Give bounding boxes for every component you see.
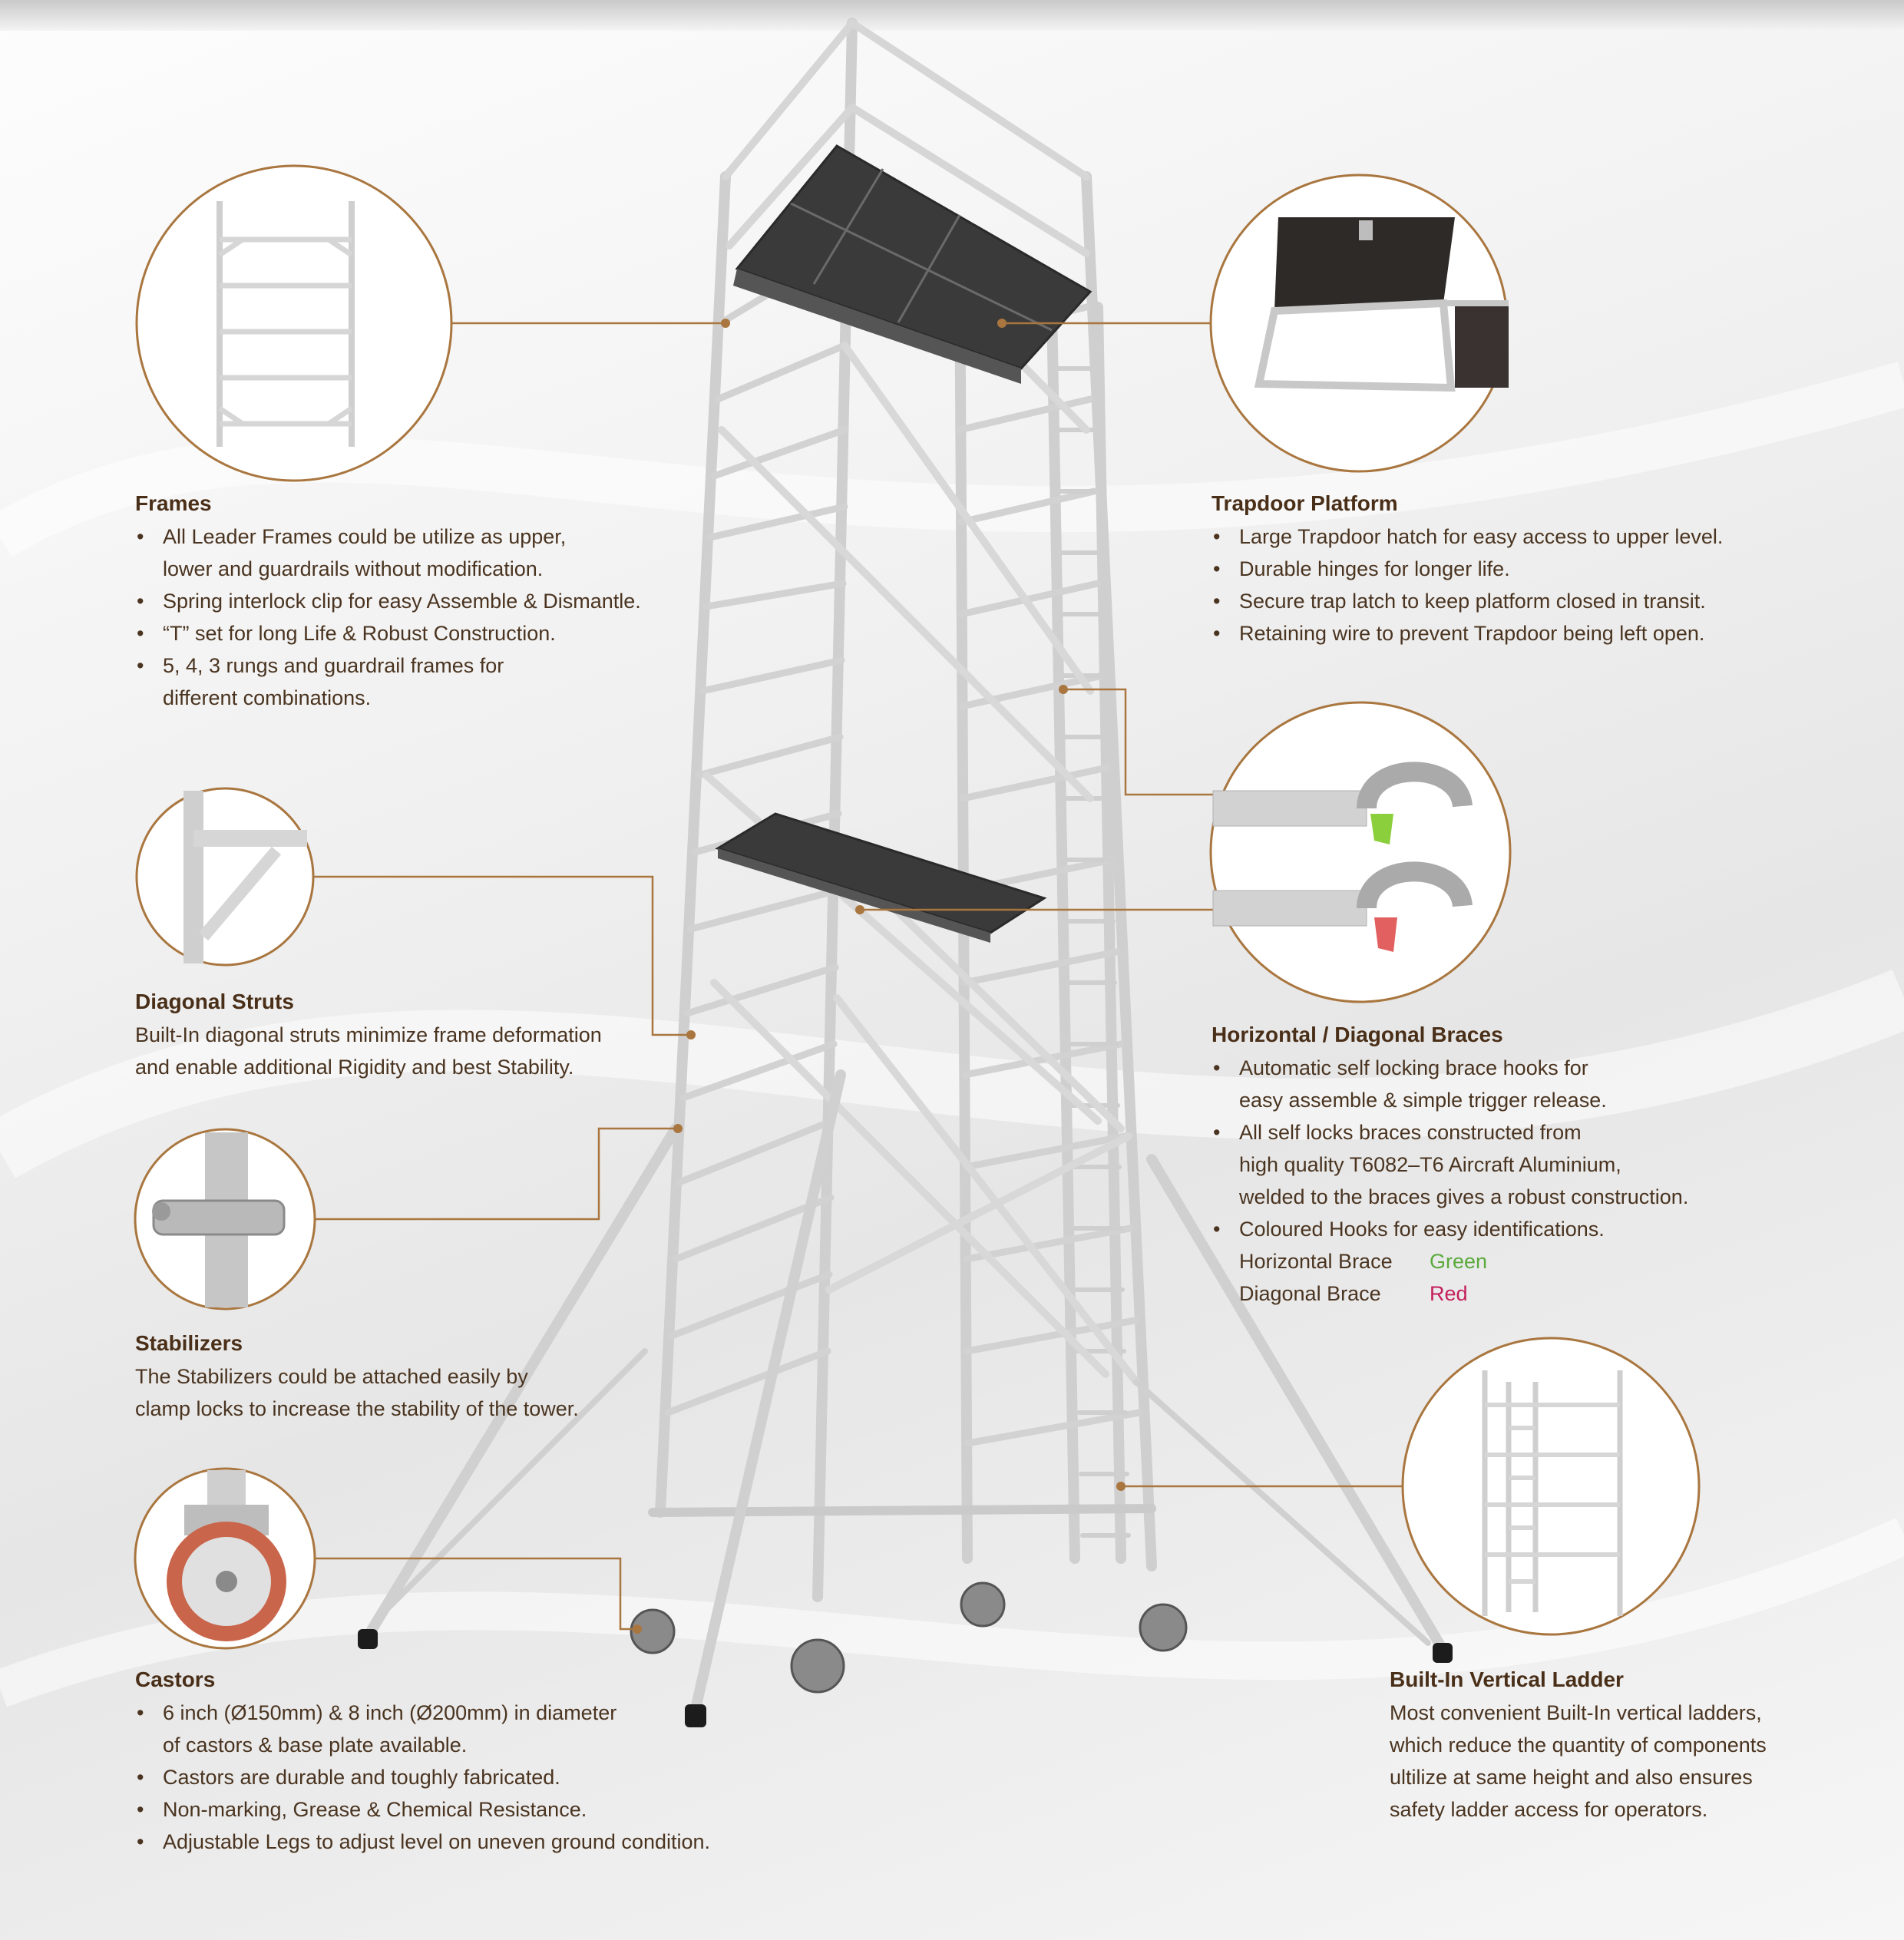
- diagonal-struts-text: Built-In diagonal struts minimize frame deformation and enable additional Rigidity and best Stability.: [135, 1023, 602, 1079]
- frames-bullet: • 5, 4, 3 rungs and guardrail frames for different combinations.: [135, 649, 765, 714]
- braces-section: [1211, 1023, 1872, 1310]
- trapdoor-bullet: • Retaining wire to prevent Trapdoor being left open.: [1211, 617, 1872, 649]
- stabilizers-title: Stabilizers: [135, 1331, 243, 1355]
- frames-bullet: • Spring interlock clip for easy Assemble & Dismantle.: [135, 585, 765, 617]
- trapdoor-bullet: • Secure trap latch to keep platform closed in transit.: [1211, 585, 1872, 617]
- stabilizers-detail-circle: [135, 1129, 315, 1309]
- stabilizers-section: [135, 1331, 765, 1425]
- ladder-detail-circle: [1403, 1338, 1699, 1634]
- castors-bullets: [135, 1697, 841, 1858]
- frames-bullets: [135, 521, 765, 714]
- braces-title: Horizontal / Diagonal Braces: [1211, 1023, 1503, 1046]
- diagonal-brace-color: Red: [1430, 1282, 1468, 1305]
- trapdoor-detail-circle: [1211, 175, 1509, 471]
- castors-bullet: • Non-marking, Grease & Chemical Resistance.: [135, 1793, 841, 1826]
- callout-horizontal-brace: [1063, 689, 1221, 795]
- diagonal-struts-section: [135, 990, 765, 1083]
- braces-bullet: • All self locks braces constructed from high quality T6082–T6 Aircraft Aluminium, welded to the braces gives a robust construction.: [1211, 1116, 1872, 1213]
- diagonal-brace-label: Diagonal Brace: [1239, 1282, 1381, 1305]
- frames-detail-circle: [137, 166, 451, 481]
- braces-bullet: • Automatic self locking brace hooks for easy assemble & simple trigger release.: [1211, 1052, 1872, 1116]
- castors-bullet: • 6 inch (Ø150mm) & 8 inch (Ø200mm) in diameter of castors & base plate available.: [135, 1697, 841, 1761]
- braces-detail-circle: [1211, 702, 1510, 1002]
- castors-bullet: • Adjustable Legs to adjust level on uneven ground condition.: [135, 1826, 841, 1858]
- castors-detail-circle: [135, 1469, 315, 1648]
- frames-bullet: • “T” set for long Life & Robust Construction.: [135, 617, 765, 649]
- stabilizers-text: The Stabilizers could be attached easily by clamp locks to increase the stability of the tower.: [135, 1365, 579, 1420]
- castors-bullet: • Castors are durable and toughly fabricated.: [135, 1761, 841, 1793]
- trapdoor-section: [1211, 491, 1872, 649]
- frames-title: Frames: [135, 491, 212, 515]
- castors-section: [135, 1667, 841, 1858]
- horizontal-brace-label: Horizontal Brace: [1239, 1250, 1393, 1273]
- ladder-section: [1390, 1667, 1881, 1826]
- mid-platform: [718, 814, 1044, 943]
- diagonal-brace-row: [1211, 1277, 1872, 1310]
- braces-bullet: • Coloured Hooks for easy identifications.: [1211, 1213, 1872, 1245]
- trapdoor-title: Trapdoor Platform: [1211, 491, 1398, 515]
- trapdoor-bullet: • Large Trapdoor hatch for easy access to upper level.: [1211, 521, 1872, 553]
- horizontal-brace-color: Green: [1430, 1250, 1488, 1273]
- horizontal-brace-row: [1211, 1245, 1872, 1277]
- frames-section: [135, 491, 765, 714]
- frames-bullet: • All Leader Frames could be utilize as upper, lower and guardrails without modification.: [135, 521, 765, 585]
- ladder-text: Most convenient Built-In vertical ladders, which reduce the quantity of components ultilize at same height and also ensures safety ladder access for operators.: [1390, 1701, 1767, 1821]
- trapdoor-bullet: • Durable hinges for longer life.: [1211, 553, 1872, 585]
- struts-detail-circle: [137, 788, 313, 965]
- castors-title: Castors: [135, 1667, 216, 1691]
- trapdoor-bullets: [1211, 521, 1872, 649]
- ladder-title: Built-In Vertical Ladder: [1390, 1667, 1624, 1691]
- diagonal-struts-title: Diagonal Struts: [135, 990, 294, 1013]
- braces-bullets: [1211, 1052, 1872, 1245]
